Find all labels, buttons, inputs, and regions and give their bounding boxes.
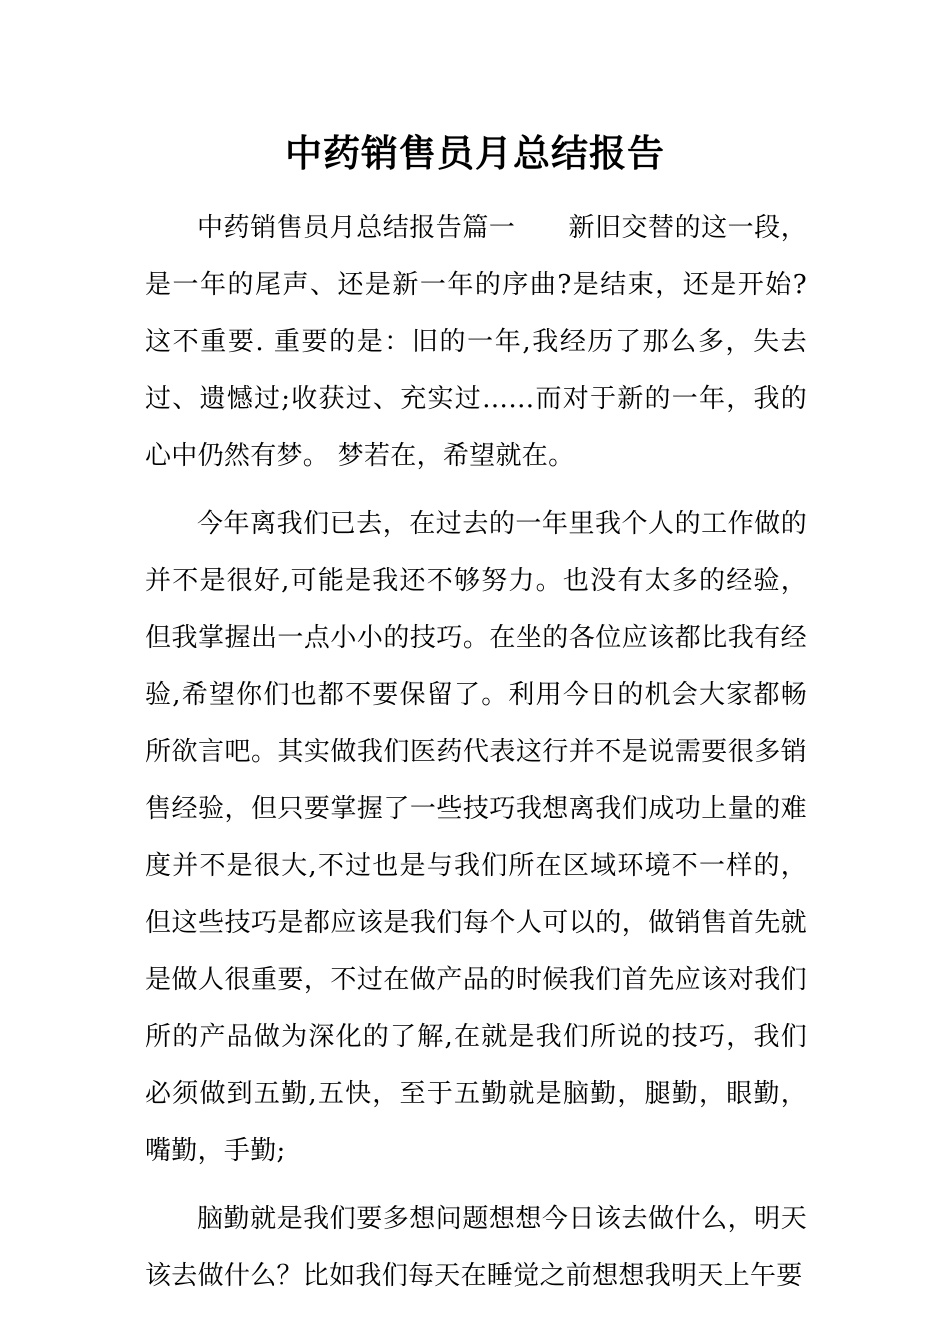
document-body — [145, 200, 807, 1316]
paragraph-3: 脑勤就是我们要多想问题想想今日该去做什么，明天该去做什么？比如我们每天在睡觉之前想想我明天上午要 — [145, 1204, 807, 1291]
paragraph-1: 中药销售员月总结报告篇一 新旧交替的这一段，是一年的尾声、还是新一年的序曲?是结束，还是开始? 这不重要. 重要的是：旧的一年,我经历了那么多，失去过、遗憾过;收获过、充实过……而对于新的一年，我的心中仍然有梦。 梦若在，希望就在。 — [145, 213, 807, 471]
document-title: 中药销售员月总结报告 — [285, 131, 665, 175]
paragraph-2: 今年离我们已去，在过去的一年里我个人的工作做的并不是很好,可能是我还不够努力。也没有太多的经验，但我掌握出一点小小的技巧。在坐的各位应该都比我有经验,希望你们也都不要保留了。利用今日的机会大家都畅所欲言吧。其实做我们医药代表这行并不是说需要很多销售经验，但只要掌握了一些技巧我想离我们成功上量的难度并不是很大,不过也是与我们所在区域环境不一样的，但这些技巧是都应该是我们每个人可以的，做销售首先就是做人很重要，不过在做产品的时候我们首先应该对我们所的产品做为深化的了解,在就是我们所说的技巧，我们必须做到五勤,五快，至于五勤就是脑勤，腿勤，眼勤，嘴勤，手勤; — [145, 509, 807, 1166]
